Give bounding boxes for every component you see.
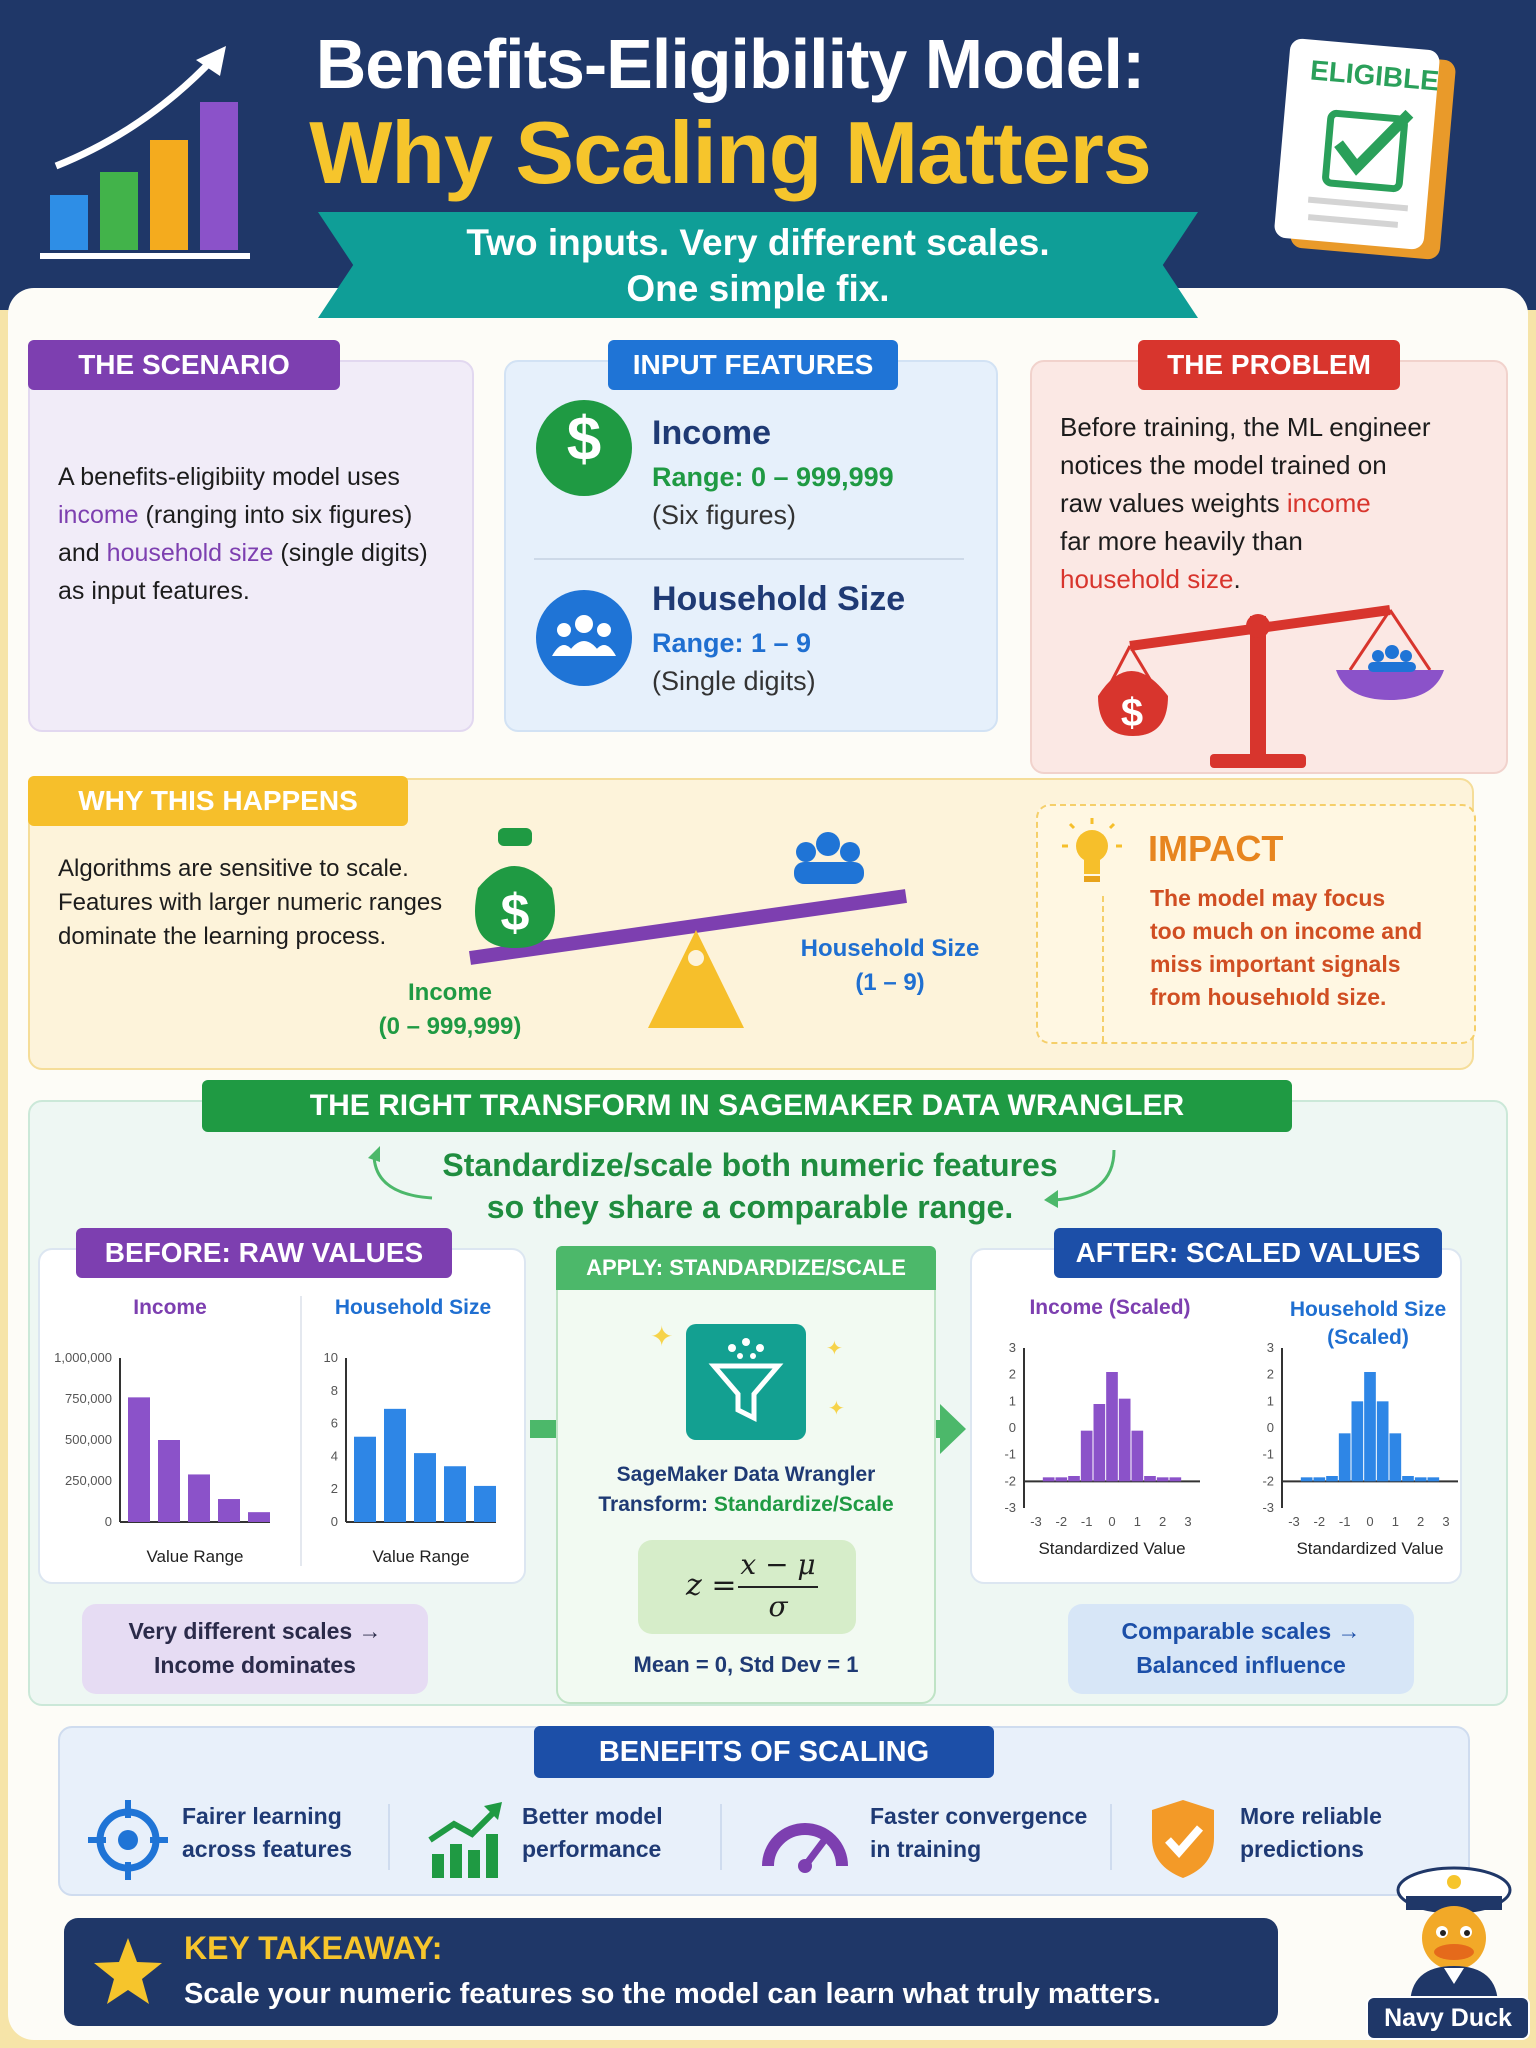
y-tick-label: 10 [323, 1350, 338, 1365]
y-tick-label: 0 [1266, 1420, 1274, 1435]
y-tick-label: 250,000 [65, 1473, 112, 1488]
x-tick-label: 1 [1391, 1514, 1399, 1529]
after-tag: AFTER: SCALED VALUES [1054, 1228, 1442, 1278]
income-feature-note: (Six figures) [652, 500, 797, 530]
impact-divider [1102, 896, 1104, 1042]
x-tick-label: 1 [1133, 1514, 1141, 1529]
household-scaled-chart [1248, 1340, 1468, 1576]
y-tick-label: 2 [1008, 1366, 1016, 1382]
bar [1339, 1433, 1351, 1481]
transform-banner: THE RIGHT TRANSFORM IN SAGEMAKER DATA WRANGLER [202, 1080, 1292, 1132]
impact-text: The model may focus too much on income and miss important signals from househıold size. [1150, 885, 1423, 1010]
y-tick-label: 0 [1008, 1420, 1016, 1435]
takeaway-title: KEY TAKEAWAY: [184, 1930, 443, 1966]
scenario-text: A benefits-eligibiity model uses income (ranging into six figures) and household size (single digits) as input features. [58, 463, 428, 605]
subtitle-line-2: One simple fix. [626, 268, 890, 309]
income-feature-title: Income [652, 414, 772, 452]
x-tick-label: -1 [1080, 1514, 1093, 1529]
household-word: household size [106, 539, 274, 567]
y-tick-label: 750,000 [65, 1391, 112, 1406]
income-word: income [58, 501, 139, 529]
funnel-glyph [706, 1336, 786, 1426]
x-axis-label: Standardized Value [1296, 1539, 1444, 1558]
y-tick-label: 2 [330, 1481, 338, 1497]
title-line-1: Benefits-Eligibility Model: [315, 25, 1145, 103]
sparkle-icon: ✦ [826, 1338, 843, 1360]
impact-title: IMPACT [1148, 828, 1284, 869]
seesaw-illustration [460, 818, 930, 1038]
takeaway-text: Scale your numeric features so the model can learn what truly matters. [184, 1978, 1161, 2010]
household-feature-range: Range: 1 – 9 [652, 628, 812, 658]
bar [1301, 1477, 1313, 1481]
benefit-fairer-learning: Fairer learning across features [182, 1803, 353, 1862]
x-tick-label: -2 [1055, 1514, 1068, 1529]
bar [1068, 1476, 1080, 1481]
y-tick-label: 6 [330, 1415, 338, 1431]
bar [384, 1409, 406, 1522]
bar [1364, 1372, 1376, 1481]
apply-transform-name: Standardize/Scale [713, 1493, 894, 1516]
y-tick-label: 4 [330, 1448, 338, 1464]
formula-denominator: σ [768, 1590, 788, 1623]
income-feature-range: Range: 0 – 999,999 [652, 462, 894, 492]
bar [1415, 1477, 1427, 1481]
target-icon [88, 1800, 168, 1880]
people-icon [552, 612, 616, 662]
benefit-better-performance: Better model performance [522, 1803, 663, 1862]
lightbulb-icon [1062, 818, 1122, 898]
x-tick-label: 3 [1442, 1514, 1450, 1529]
bar [1170, 1477, 1182, 1481]
x-axis-label: Value Range [372, 1547, 470, 1566]
x-axis-label: Value Range [146, 1547, 244, 1566]
bar [1390, 1433, 1402, 1481]
bar [1144, 1476, 1156, 1481]
growth-chart-icon [36, 40, 256, 270]
x-tick-label: 2 [1417, 1514, 1425, 1529]
formula-bar [738, 1586, 818, 1588]
transform-text: Standardize/scale both numeric features so they share a comparable range. [442, 1147, 1058, 1225]
bar [414, 1453, 436, 1522]
benefit-divider [720, 1804, 722, 1870]
benefit-divider [388, 1804, 390, 1870]
bar [1043, 1477, 1055, 1481]
apply-stats: Mean = 0, Std Dev = 1 [633, 1652, 859, 1677]
apply-name: SageMaker Data Wrangler Transform: Standardize/Scale [598, 1463, 894, 1516]
x-tick-label: 3 [1184, 1514, 1192, 1529]
mascot-label: Navy Duck [1384, 2004, 1512, 2032]
bar [1132, 1431, 1144, 1482]
subtitle [318, 220, 1198, 312]
x-tick-label: 2 [1159, 1514, 1167, 1529]
bar [248, 1512, 270, 1522]
scenario-tag: THE SCENARIO [28, 340, 340, 390]
y-tick-label: -3 [1262, 1500, 1274, 1515]
bar [474, 1486, 496, 1522]
y-tick-label: 1,000,000 [54, 1350, 112, 1365]
before-household-title: Household Size [334, 1296, 492, 1319]
household-feature-note: (Single digits) [652, 666, 816, 696]
dollar-symbol: $ [566, 405, 602, 474]
svg-text:$: $ [1120, 691, 1144, 735]
after-caption-text: Comparable scales → Balanced influence [1121, 1618, 1361, 1678]
formula-numerator: x − μ [740, 1548, 816, 1581]
unbalanced-scale-icon [1080, 596, 1440, 774]
after-household-title: Household Size (Scaled) [1289, 1298, 1447, 1349]
curved-arrow-right-icon [1042, 1146, 1122, 1206]
income-raw-chart [40, 1330, 300, 1590]
bar [1106, 1372, 1118, 1481]
shield-check-icon [1148, 1798, 1218, 1880]
bar [1377, 1401, 1389, 1481]
benefit-faster-convergence: Faster convergence in training [870, 1803, 1088, 1862]
gauge-icon [760, 1804, 850, 1874]
before-tag: BEFORE: RAW VALUES [76, 1228, 452, 1278]
benefit-divider [1110, 1804, 1112, 1870]
why-tag: WHY THIS HAPPENS [28, 776, 408, 826]
before-income-title: Income [133, 1296, 207, 1319]
y-tick-label: 500,000 [65, 1432, 112, 1447]
eligible-badge-text: ELIGIBLE [1308, 54, 1441, 97]
y-tick-label: -2 [1262, 1473, 1274, 1489]
trend-up-icon [426, 1800, 506, 1880]
benefits-tag: BENEFITS OF SCALING [534, 1726, 994, 1778]
bar [1352, 1401, 1364, 1481]
bar [188, 1474, 210, 1522]
curved-arrow-left-icon [368, 1146, 438, 1206]
y-tick-label: 1 [1008, 1393, 1016, 1409]
x-tick-label: -3 [1288, 1514, 1300, 1529]
x-tick-label: -1 [1338, 1514, 1351, 1529]
bar [444, 1466, 466, 1522]
formula-lhs: z = [686, 1568, 737, 1603]
subtitle-line-1: Two inputs. Very different scales. [466, 222, 1050, 263]
household-feature-title: Household Size [652, 580, 906, 618]
bar [1119, 1399, 1131, 1482]
bar [1056, 1477, 1068, 1481]
seesaw-income-label: Income (0 – 999,999) [378, 979, 522, 1040]
y-tick-label: -1 [1004, 1446, 1016, 1462]
x-axis-label: Standardized Value [1038, 1539, 1186, 1558]
benefit-reliable-predictions: More reliable predictions [1240, 1803, 1382, 1862]
y-tick-label: -2 [1004, 1473, 1016, 1489]
y-tick-label: 0 [104, 1514, 112, 1529]
bar [354, 1437, 376, 1522]
income-scaled-chart [990, 1340, 1210, 1576]
title-line-2: Why Scaling Matters [309, 103, 1151, 202]
y-tick-label: -3 [1004, 1500, 1016, 1515]
bar [128, 1397, 150, 1522]
why-text: Algorithms are sensitive to scale. Features with larger numeric ranges dominate the learning process. [58, 855, 443, 950]
bar [158, 1440, 180, 1522]
seesaw-household-label: Household Size (1 – 9) [800, 935, 980, 996]
bar [1094, 1404, 1106, 1481]
x-tick-label: 0 [1366, 1514, 1374, 1529]
x-tick-label: -3 [1030, 1514, 1042, 1529]
navy-duck-mascot [1384, 1856, 1524, 2006]
x-tick-label: 0 [1108, 1514, 1116, 1529]
problem-text: Before training, the ML engineer notices the model trained on raw values weights income far more heavily than household size. [1060, 412, 1431, 594]
bar [218, 1499, 240, 1522]
after-income-title: Income (Scaled) [1029, 1296, 1191, 1319]
svg-text:$: $ [500, 884, 530, 942]
problem-income-word: income [1286, 488, 1371, 518]
bar [1314, 1477, 1326, 1481]
y-tick-label: 3 [1008, 1340, 1016, 1355]
x-tick-label: -2 [1313, 1514, 1326, 1529]
y-tick-label: 0 [330, 1514, 338, 1529]
bar [1428, 1477, 1440, 1481]
apply-tag: APPLY: STANDARDIZE/SCALE [556, 1246, 936, 1290]
sparkle-icon: ✦ [828, 1398, 845, 1420]
bar [1326, 1476, 1338, 1481]
y-tick-label: 8 [330, 1382, 338, 1398]
bar [1081, 1431, 1093, 1482]
features-divider [534, 558, 964, 560]
household-raw-chart [310, 1330, 510, 1590]
bar [1402, 1476, 1414, 1481]
y-tick-label: 3 [1266, 1340, 1274, 1355]
y-tick-label: -1 [1262, 1446, 1274, 1462]
y-tick-label: 1 [1266, 1393, 1274, 1409]
sparkle-icon: ✦ [650, 1321, 674, 1352]
y-tick-label: 2 [1266, 1366, 1274, 1382]
bar [1157, 1477, 1169, 1481]
star-icon [92, 1936, 164, 2006]
before-caption-text: Very different scales → Income dominates [128, 1618, 382, 1678]
before-divider [300, 1296, 302, 1566]
problem-tag: THE PROBLEM [1138, 340, 1400, 390]
input-features-tag: INPUT FEATURES [608, 340, 898, 390]
problem-household-word: household size [1060, 564, 1234, 594]
